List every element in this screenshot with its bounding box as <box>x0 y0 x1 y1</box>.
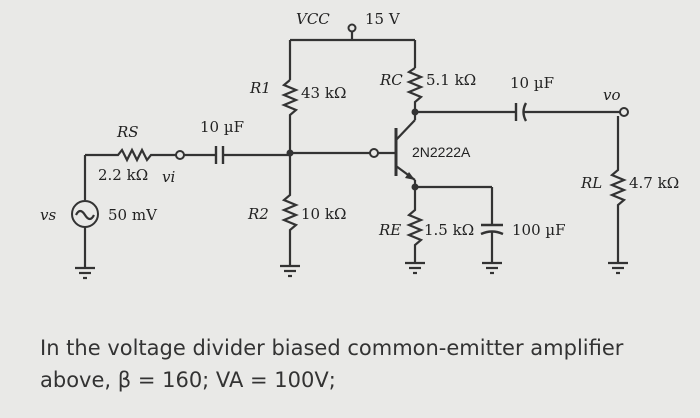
re-value: 1.5 kΩ <box>424 221 475 239</box>
output-capacitor <box>415 103 620 121</box>
base-terminal <box>370 149 378 157</box>
r1-value: 43 kΩ <box>301 84 347 102</box>
re-resistor <box>409 190 421 262</box>
vs-symbol: vs <box>40 206 57 224</box>
r1-symbol: R1 <box>250 79 271 97</box>
transistor-label: 2N2222A <box>412 144 471 160</box>
signal-source <box>72 155 98 268</box>
ground-re <box>405 263 425 273</box>
ground-source <box>75 268 95 278</box>
r2-value: 10 kΩ <box>301 205 347 223</box>
vo-label: vo <box>603 86 621 104</box>
rl-symbol: RL <box>581 174 603 192</box>
rc-symbol: RC <box>380 71 403 89</box>
r2-resistor <box>284 152 296 265</box>
c-out-value: 10 µF <box>510 74 555 92</box>
vs-value: 50 mV <box>108 206 157 224</box>
c-in-value: 10 µF <box>200 118 245 136</box>
rl-value: 4.7 kΩ <box>629 174 680 192</box>
problem-line-2: above, β = 160; VA = 100V; <box>40 368 336 392</box>
vo-terminal <box>620 108 628 116</box>
vi-label: vi <box>162 168 176 186</box>
rs-symbol: RS <box>117 123 139 141</box>
vi-node <box>176 151 184 159</box>
c-e-value: 100 µF <box>512 221 566 239</box>
problem-statement <box>40 332 690 396</box>
transistor <box>378 120 415 180</box>
ground-ce <box>482 263 502 273</box>
r1-resistor <box>284 80 296 152</box>
ground-r2 <box>280 266 300 276</box>
ground-rl <box>608 263 628 273</box>
vcc-label: VCC <box>296 10 330 28</box>
re-symbol: RE <box>379 221 402 239</box>
r2-symbol: R2 <box>248 205 269 223</box>
rc-value: 5.1 kΩ <box>426 71 477 89</box>
rs-resistor <box>85 150 176 160</box>
problem-line-1: In the voltage divider biased common-emitter amplifier <box>40 336 624 360</box>
rl-resistor <box>612 116 624 262</box>
rs-value: 2.2 kΩ <box>98 166 149 184</box>
input-capacitor <box>184 146 290 164</box>
vcc-value: 15 V <box>365 10 400 28</box>
